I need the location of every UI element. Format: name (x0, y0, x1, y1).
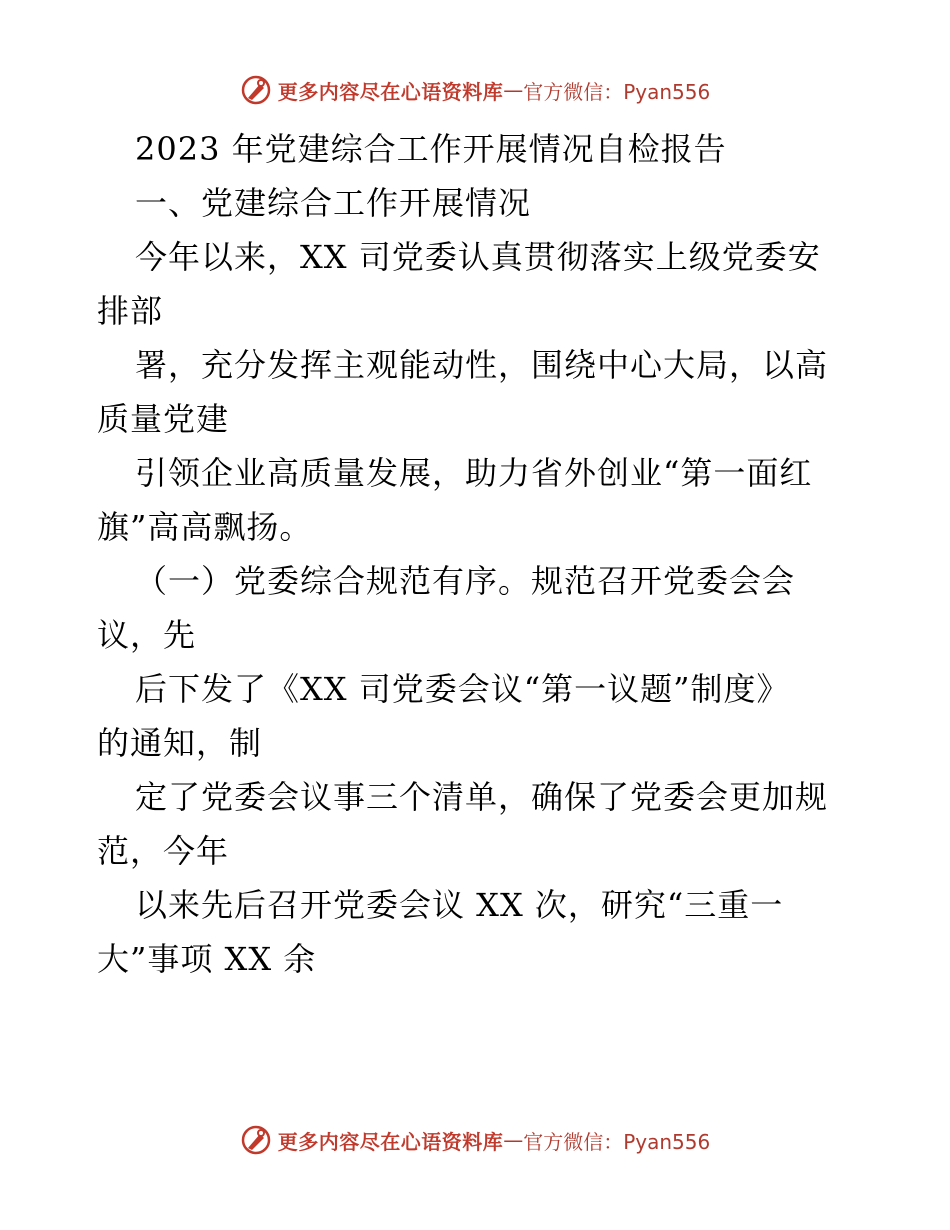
document-line: 2023 年党建综合工作开展情况自检报告 (135, 130, 727, 168)
document-line: 一、党建综合工作开展情况 (135, 184, 532, 222)
document-line: 旗”高高飘扬。 (97, 508, 313, 546)
banner-text: 更多内容尽在心语资料库 (277, 79, 504, 104)
header-banner (0, 70, 950, 110)
document-line: 后下发了《XX 司党委会议“第一议题”制度》 (135, 670, 790, 708)
document-line: 质量党建 (97, 400, 230, 438)
banner-contact: 官方微信：Pyan556 (523, 79, 711, 104)
logo-icon (240, 1124, 272, 1156)
banner-contact: 官方微信：Pyan556 (523, 1129, 711, 1154)
document-line: 署，充分发挥主观能动性，围绕中心大局，以高 (135, 346, 829, 384)
document-line: 引领企业高质量发展，助力省外创业“第一面红 (135, 454, 813, 492)
document-line: 定了党委会议事三个清单，确保了党委会更加规 (135, 778, 829, 816)
banner-dash: — (503, 1128, 524, 1152)
document-line: 排部 (97, 292, 164, 330)
logo-icon (240, 74, 272, 106)
banner-text: 更多内容尽在心语资料库 (277, 1129, 504, 1154)
document-line: 大”事项 XX 余 (97, 940, 317, 978)
banner-dash: — (503, 78, 524, 102)
footer-banner (0, 1120, 950, 1160)
document-body (97, 122, 857, 986)
document-line: 议，先 (97, 616, 197, 654)
document-line: 今年以来，XX 司党委认真贯彻落实上级党委安 (135, 238, 821, 276)
document-line: 范，今年 (97, 832, 230, 870)
document-line: 以来先后召开党委会议 XX 次，研究“三重一 (135, 886, 784, 924)
document-line: 的通知，制 (97, 724, 263, 762)
document-line: （一）党委综合规范有序。规范召开党委会会 (135, 562, 796, 600)
